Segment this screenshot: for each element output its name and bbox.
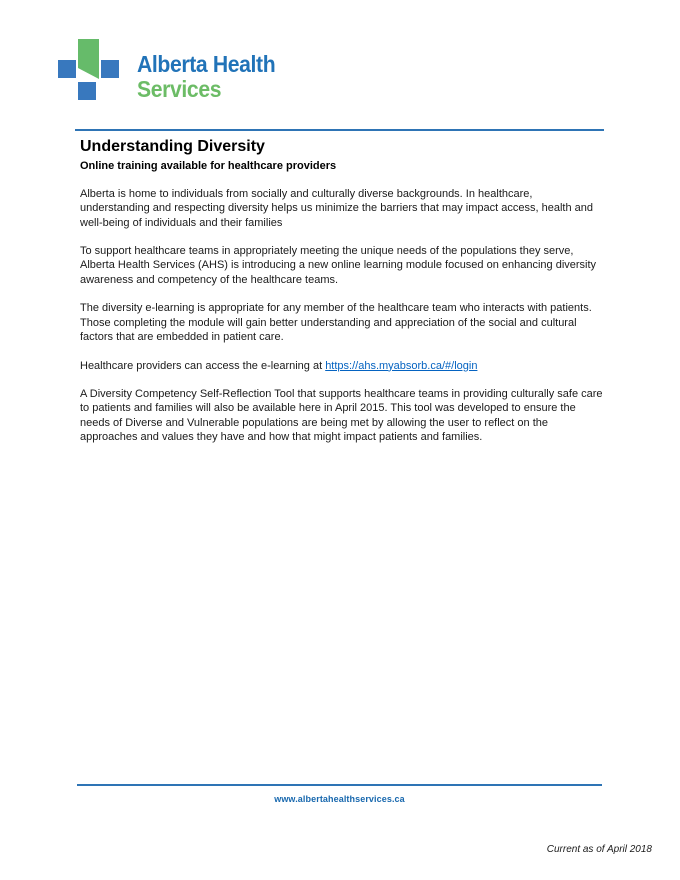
page-title: Understanding Diversity: [80, 138, 265, 155]
page-subtitle: Online training available for healthcare providers: [80, 160, 337, 172]
paragraph-new-module: To support healthcare teams in appropriately meeting the unique needs of the populations they serve, Alberta Health Services (AHS) is introducing a new online learning module focused on enhancing diversity awareness and competency of the healthcare teams.: [80, 245, 597, 286]
ahs-cross-icon: [56, 39, 119, 100]
current-as-of-note: Current as of April 2018: [546, 844, 652, 855]
paragraph-diversity-intro: Alberta is home to individuals from socially and culturally diverse backgrounds. In healthcare, understanding and respecting diversity helps us minimize the barriers that may impact access, health and well-being of individuals and their families: [80, 188, 593, 229]
paragraph-self-reflection-tool: A Diversity Competency Self-Reflection Tool that supports healthcare teams in providing culturally safe care to patients and families will also be available here in April 2015. This tool was developed to ensure the needs of Diverse and Vulnerable populations are being met by allowing the user to reflect on the approaches and values they have and how that might impact patients and families.: [80, 388, 603, 444]
logo-text-alberta-health: Alberta Health: [137, 51, 276, 77]
paragraph-access-link: [80, 359, 604, 373]
footer-website-link[interactable]: www.albertahealthservices.ca: [274, 794, 405, 804]
logo-cross-left-square: [58, 60, 76, 78]
logo-cross-bottom-square: [78, 82, 96, 100]
logo-cross-right-square: [101, 60, 119, 78]
document-content: [80, 137, 604, 459]
logo-green-leaf-shape: [78, 39, 99, 79]
paragraph-audience: The diversity e-learning is appropriate for any member of the healthcare team who interacts with patients. Those completing the module will gain better understanding and appreciation of the social and cultural factors that are embedded in patient care.: [80, 302, 592, 343]
link-line-prefix: Healthcare providers can access the e-learning at: [80, 359, 326, 372]
elearning-login-link[interactable]: https://ahs.myabsorb.ca/#/login: [325, 359, 478, 372]
header-rule: [75, 129, 604, 131]
logo-wordmark: [137, 52, 275, 102]
footer-rule: [77, 784, 602, 786]
logo-text-services: Services: [137, 76, 222, 102]
